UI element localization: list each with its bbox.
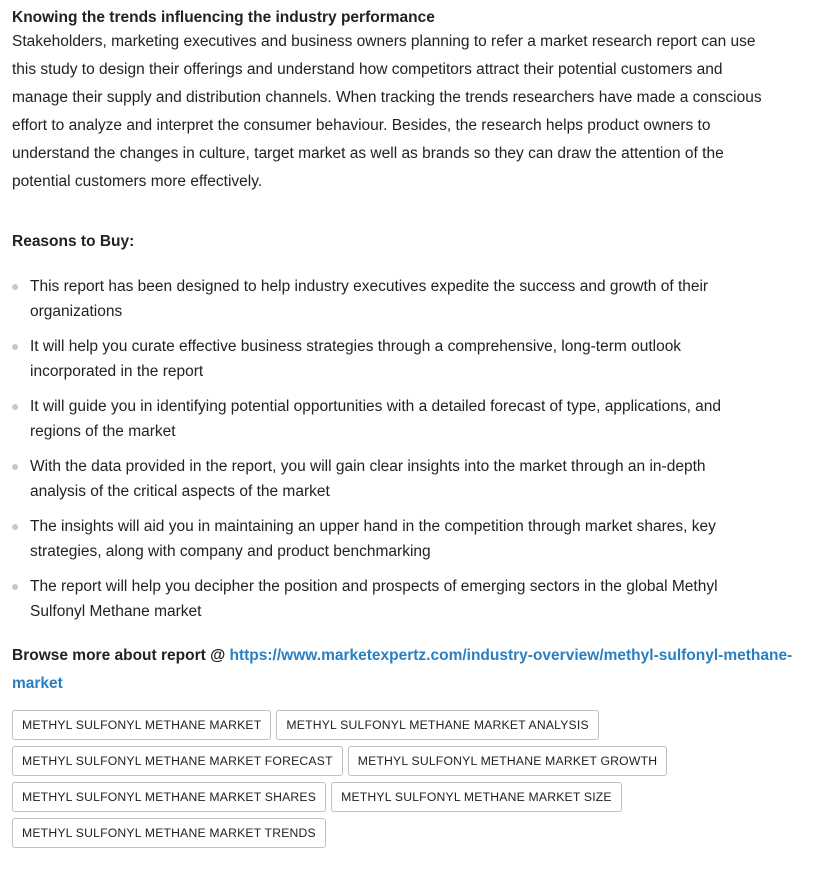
list-item-line: regions of the market <box>30 423 176 440</box>
trends-line: potential customers more effectively. <box>12 173 263 190</box>
list-item <box>12 394 821 444</box>
tag-market-analysis[interactable]: METHYL SULFONYL METHANE MARKET ANALYSIS <box>276 710 598 740</box>
tag-row <box>12 746 821 776</box>
reasons-heading: Reasons to Buy: <box>12 233 135 250</box>
list-item-line: organizations <box>30 303 123 320</box>
bullet-icon <box>12 524 18 530</box>
list-item-line: This report has been designed to help industry executives expedite the success and growth of their <box>30 278 709 295</box>
list-item-line: With the data provided in the report, you will gain clear insights into the market through an in-depth <box>30 458 706 475</box>
list-item <box>12 454 821 504</box>
tag-row <box>12 710 821 740</box>
list-item-line: Sulfonyl Methane market <box>30 603 202 620</box>
list-item-line: It will help you curate effective business strategies through a comprehensive, long-term outlook <box>30 338 682 355</box>
list-item <box>12 274 821 324</box>
list-item-line: The report will help you decipher the position and prospects of emerging sectors in the global Methyl <box>30 578 718 595</box>
browse-prefix: Browse more about report @ <box>12 647 230 664</box>
list-item-line: The insights will aid you in maintaining an upper hand in the competition through market shares, key <box>30 518 716 535</box>
trends-heading: Knowing the trends influencing the industry performance <box>12 9 435 26</box>
trends-line: manage their supply and distribution channels. When tracking the trends researchers have made a conscious <box>12 89 762 106</box>
report-link-line2[interactable]: market <box>12 675 63 692</box>
reasons-list <box>12 274 821 624</box>
bullet-icon <box>12 584 18 590</box>
report-link-line1[interactable]: https://www.marketexpertz.com/industry-overview/methyl-sulfonyl-methane- <box>229 647 793 664</box>
bullet-icon <box>12 464 18 470</box>
tag-market-shares[interactable]: METHYL SULFONYL METHANE MARKET SHARES <box>12 782 326 812</box>
bullet-icon <box>12 404 18 410</box>
list-item <box>12 514 821 564</box>
tag-list <box>12 710 821 848</box>
trends-paragraph <box>12 28 821 196</box>
list-item <box>12 334 821 384</box>
tag-row <box>12 818 821 848</box>
trends-line: this study to design their offerings and understand how competitors attract their potential customers and <box>12 61 723 78</box>
tag-row <box>12 782 821 812</box>
trends-line: Stakeholders, marketing executives and business owners planning to refer a market research report can use <box>12 33 756 50</box>
trends-line: effort to analyze and interpret the consumer behaviour. Besides, the research helps product owners to <box>12 117 711 134</box>
bullet-icon <box>12 284 18 290</box>
list-item-line: incorporated in the report <box>30 363 204 380</box>
list-item-line: analysis of the critical aspects of the market <box>30 483 330 500</box>
bullet-icon <box>12 344 18 350</box>
list-item <box>12 574 821 624</box>
tag-market[interactable]: METHYL SULFONYL METHANE MARKET <box>12 710 271 740</box>
list-item-line: It will guide you in identifying potential opportunities with a detailed forecast of type, applications, and <box>30 398 722 415</box>
trends-line: understand the changes in culture, target market as well as brands so they can draw the attention of the <box>12 145 724 162</box>
browse-more <box>12 642 821 698</box>
tag-market-growth[interactable]: METHYL SULFONYL METHANE MARKET GROWTH <box>348 746 667 776</box>
tag-market-forecast[interactable]: METHYL SULFONYL METHANE MARKET FORECAST <box>12 746 343 776</box>
list-item-line: strategies, along with company and product benchmarking <box>30 543 431 560</box>
tag-market-size[interactable]: METHYL SULFONYL METHANE MARKET SIZE <box>331 782 622 812</box>
tag-market-trends[interactable]: METHYL SULFONYL METHANE MARKET TRENDS <box>12 818 326 848</box>
